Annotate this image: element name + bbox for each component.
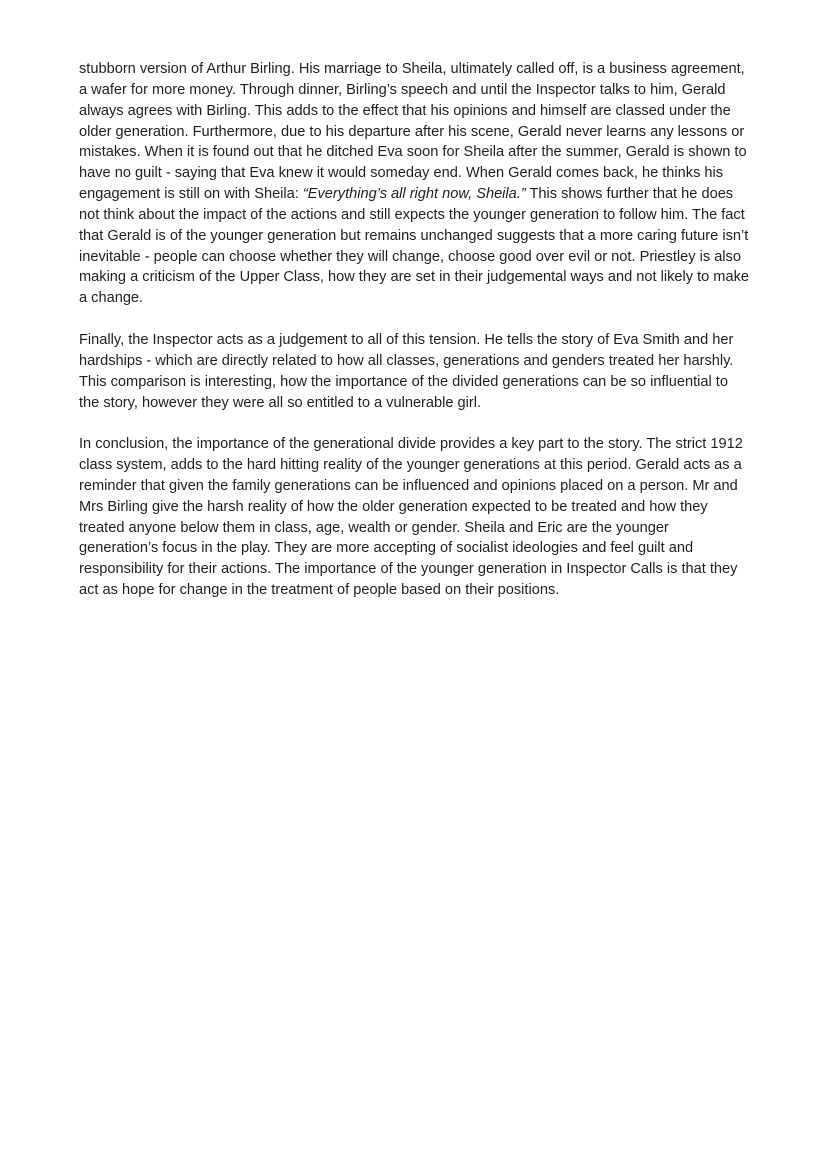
gerald-quote: “Everything’s all right now, Sheila.”: [302, 186, 526, 203]
document-body: [79, 59, 751, 622]
paragraph-gerald-text-after: This shows further that he does not think about the impact of the actions and still expects the younger generation to follow him. The fact that Gerald is of the younger generation but remains unchanged suggests that a more caring future isn’t inevitable - people can choose whether they will change, choose good over evil or not. Priestley is also making a criticism of the Upper Class, how they are set in their judgemental ways and not likely to make a change.: [79, 186, 749, 307]
paragraph-gerald-text-before: stubborn version of Arthur Birling. His marriage to Sheila, ultimately called off, is a business agreement, a wafer for more money. Through dinner, Birling’s speech and until the Inspector talks to him, Gerald always agrees with Birling. This adds to the effect that his opinions and himself are classed under the older generation. Furthermore, due to his departure after his scene, Gerald never learns any lessons or mistakes. When it is found out that he ditched Eva soon for Sheila after the summer, Gerald is shown to have no guilt - saying that Eva knew it would someday end. When Gerald comes back, he thinks his engagement is still on with Sheila:: [79, 61, 747, 203]
paragraph-gerald: [79, 59, 751, 309]
paragraph-conclusion: In conclusion, the importance of the generational divide provides a key part to the story. The strict 1912 class system, adds to the hard hitting reality of the younger generations at this period. Gerald acts as a reminder that given the family generations can be influenced and opinions placed on a person. Mr and Mrs Birling give the harsh reality of how the older generation expected to be treated and how they treated anyone below them in class, age, wealth or gender. Sheila and Eric are the younger generation’s focus in the play. They are more accepting of socialist ideologies and feel guilt and responsibility for their actions. The importance of the younger generation in Inspector Calls is that they act as hope for change in the treatment of people based on their positions.: [79, 436, 743, 599]
paragraph-inspector: Finally, the Inspector acts as a judgement to all of this tension. He tells the story of Eva Smith and her hardships - which are directly related to how all classes, generations and genders treated her harshly. This comparison is interesting, how the importance of the divided generations can be so influential to the story, however they were all so entitled to a vulnerable girl.: [79, 331, 734, 411]
